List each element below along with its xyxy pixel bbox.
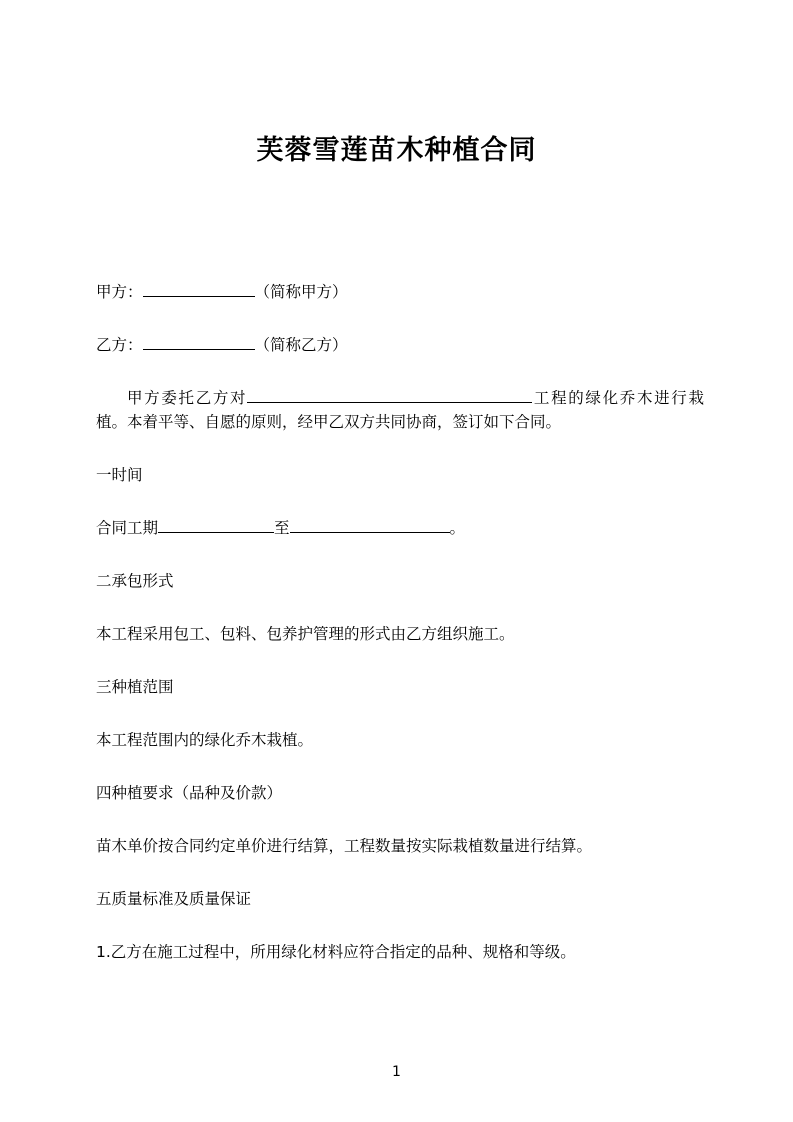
heading-time: 一时间 [96, 466, 143, 485]
paragraph-entrust [96, 386, 704, 434]
contract-period-prefix: 合同工期 [96, 519, 159, 538]
contract-period-suffix: 。 [449, 519, 466, 538]
contract-start-blank[interactable] [158, 517, 274, 534]
heading-requirements: 四种植要求（品种及价款） [96, 784, 283, 803]
party-a-label: 甲方： [96, 283, 143, 301]
heading-scope: 三种植范围 [96, 678, 174, 697]
paragraph-contract-form-body: 本工程采用包工、包料、包养护管理的形式由乙方组织施工。 [96, 625, 515, 644]
entrust-suffix: 工程的绿化乔木进行栽植。本着平等、自愿的原则，经甲乙双方共同协商，签订如下合同。 [96, 389, 704, 432]
party-a-blank[interactable] [143, 281, 255, 298]
paragraph-scope-body: 本工程范围内的绿化乔木栽植。 [96, 731, 314, 750]
entrust-prefix: 甲方委托乙方对 [127, 389, 248, 408]
page-number: 1 [392, 1064, 401, 1080]
party-b-label: 乙方： [96, 336, 143, 355]
party-b-suffix: （简称乙方） [254, 336, 348, 355]
heading-quality: 五质量标准及质量保证 [96, 890, 252, 909]
paragraph-party-b [96, 333, 704, 357]
paragraph-contract-period [96, 516, 704, 540]
document-body [96, 280, 704, 993]
paragraph-quality-item-1: 1.乙方在施工过程中，所用绿化材料应符合指定的品种、规格和等级。 [96, 943, 576, 962]
party-b-blank[interactable] [143, 334, 255, 351]
paragraph-requirements-body: 苗木单价按合同约定单价进行结算，工程数量按实际栽植数量进行结算。 [96, 837, 593, 856]
page-title: 芙蓉雪莲苗木种植合同 [256, 135, 537, 166]
contract-end-blank[interactable] [290, 517, 450, 534]
entrust-project-blank[interactable] [247, 387, 532, 404]
paragraph-party-a [96, 280, 704, 304]
party-a-suffix: （简称甲方） [254, 283, 348, 301]
contract-period-middle: 至 [274, 519, 290, 538]
heading-contract-form: 二承包形式 [96, 572, 174, 591]
